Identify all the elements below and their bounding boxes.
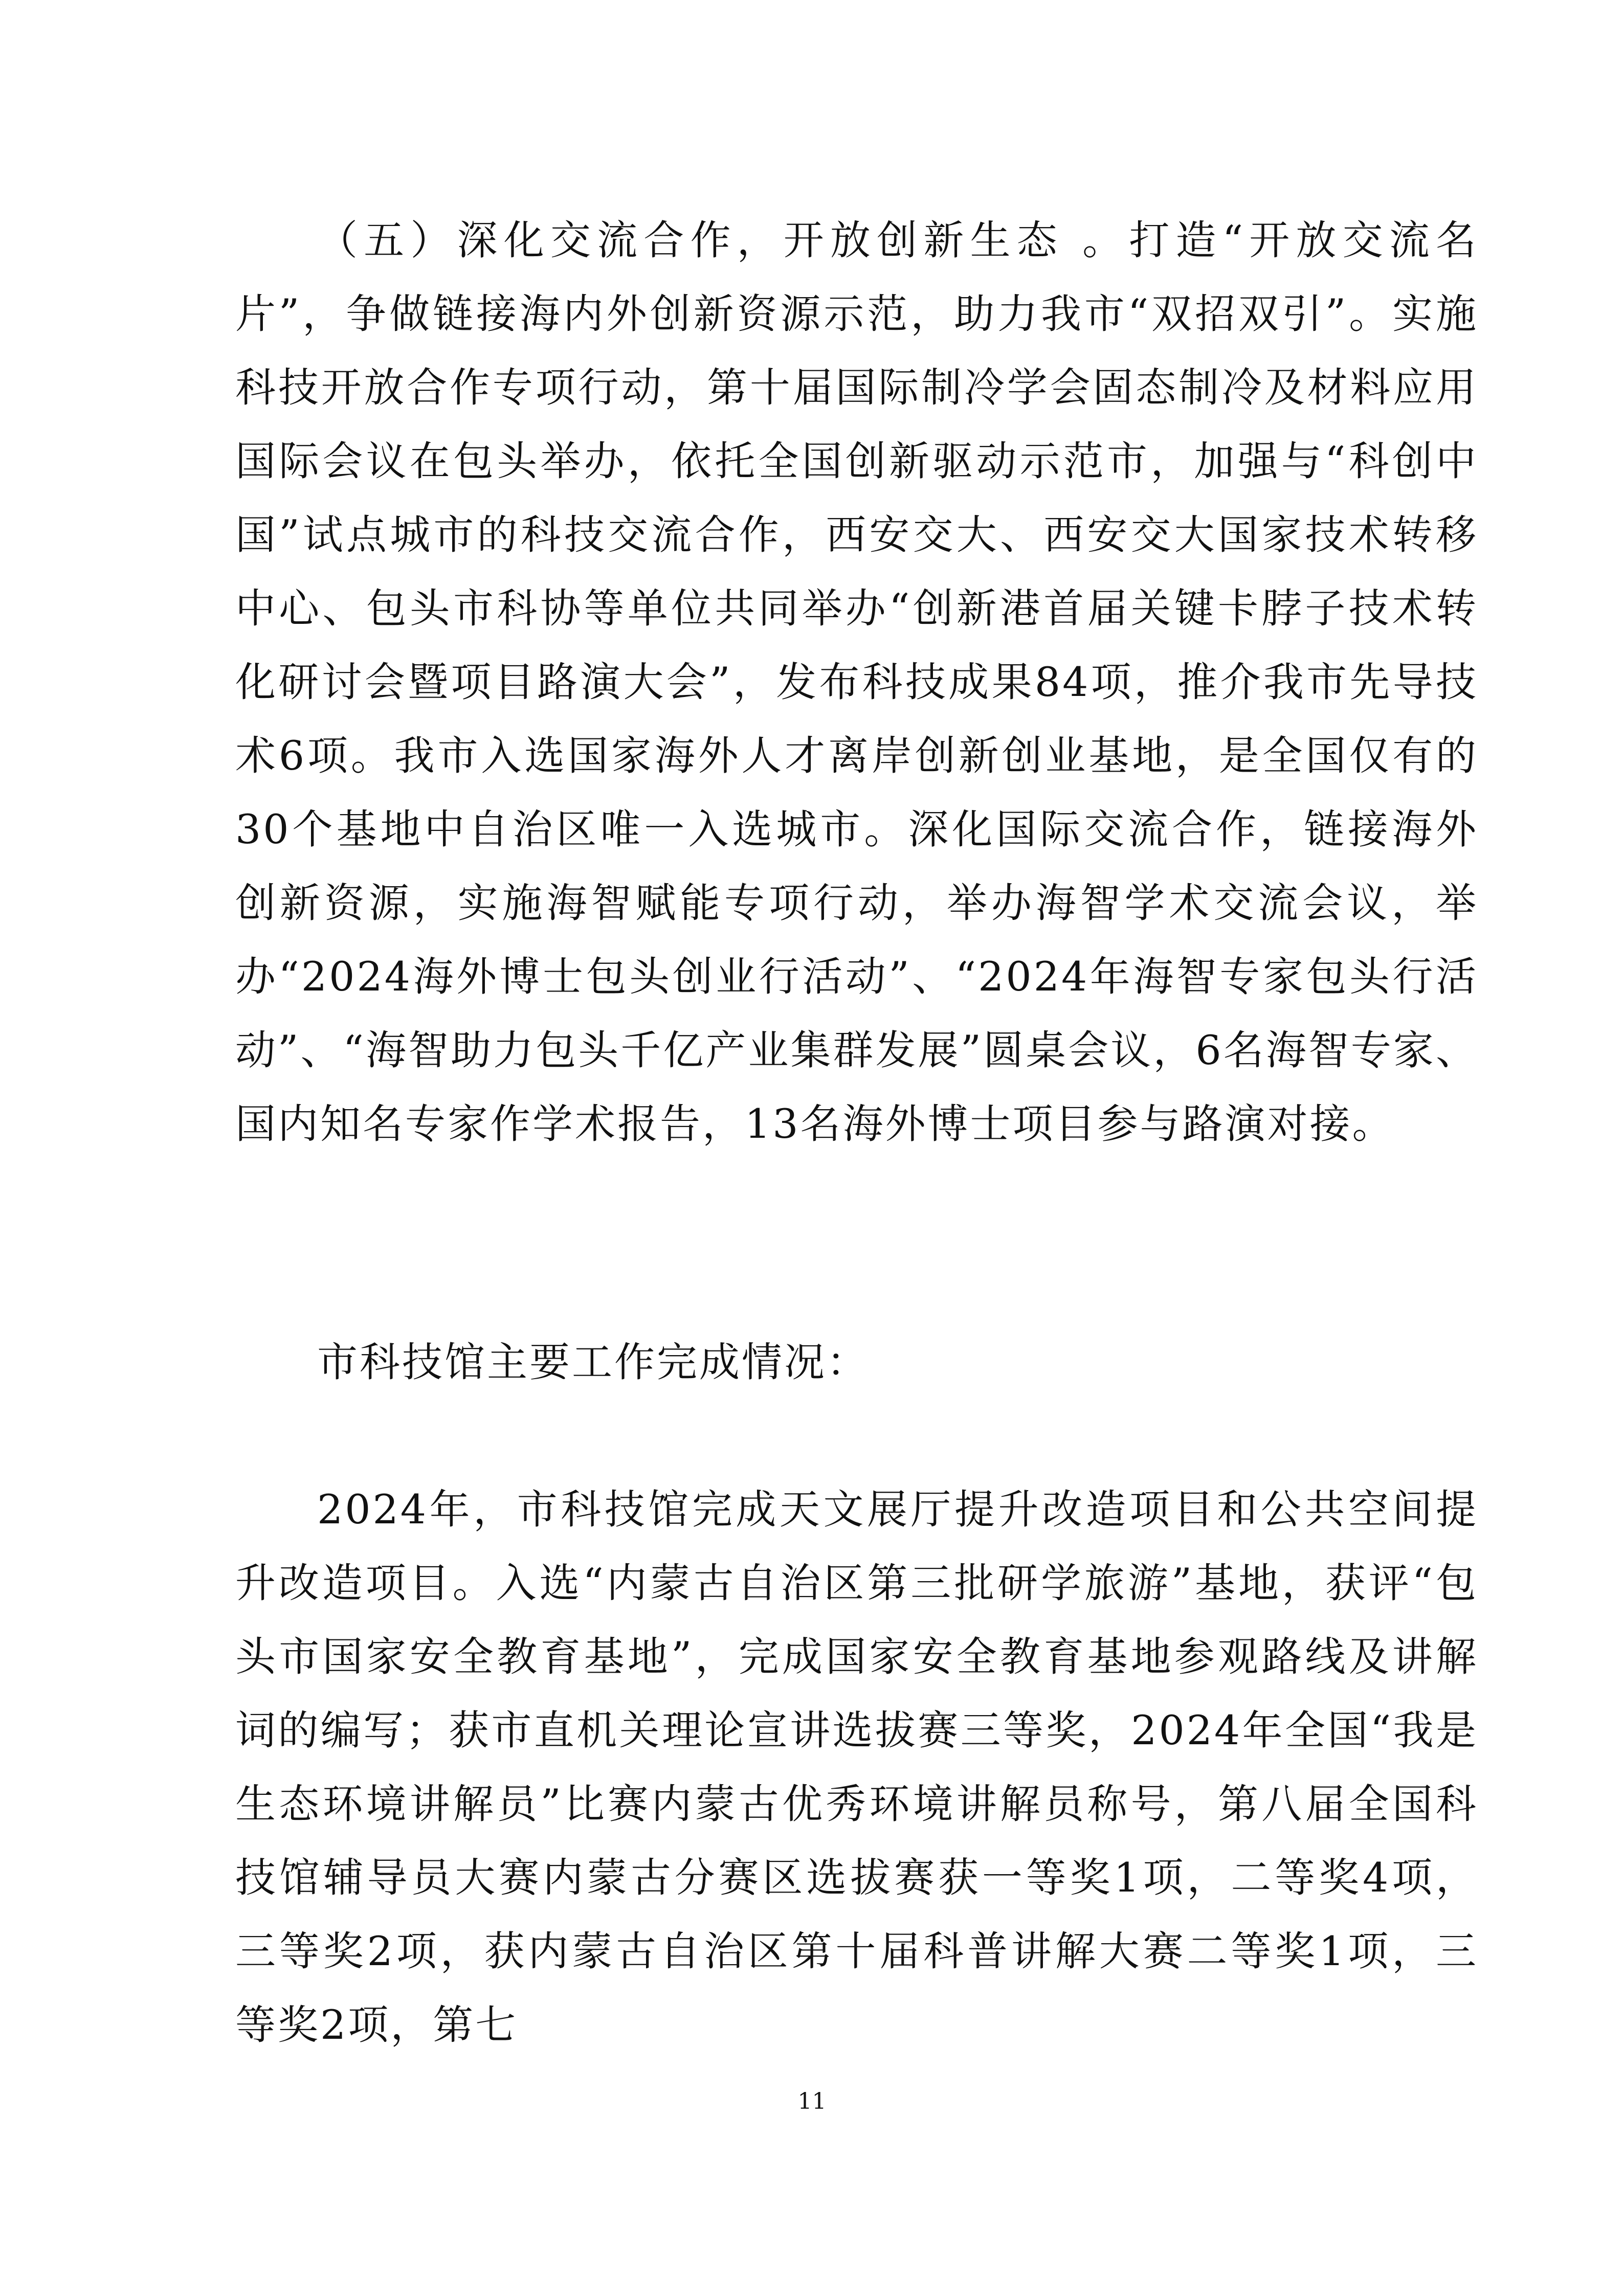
body-paragraph-science-museum-work: 2024年，市科技馆完成天文展厅提升改造项目和公共空间提升改造项目。入选“内蒙古自治区第三批研学旅游”基地，获评“包头市国家安全教育基地”，完成国家安全教育基地参观路线及讲解词的编写；获市直机关理论宣讲选拔赛三等奖，2024年全国“我是生态环境讲解员”比赛内蒙古优秀环境讲解员称号，第八届全国科技馆辅导员大赛内蒙古分赛区选拔赛获一等奖1项，二等奖4项，三等奖2项，获内蒙古自治区第十届科普讲解大赛二等奖1项，三等奖2项，第七: [235, 1486, 1478, 2049]
body-paragraph-exchange-cooperation: （五）深化交流合作，开放创新生态 。打造“开放交流名片”，争做链接海内外创新资源示范，助力我市“双招双引”。实施科技开放合作专项行动，第十届国际制冷学会固态制冷及材料应用国际会议在包头举办，依托全国创新驱动示范市，加强与“科创中国”试点城市的科技交流合作，西安交大、西安交大国家技术转移中心、包头市科协等单位共同举办“创新港首届关键卡脖子技术转化研讨会暨项目路演大会”，发布科技成果84项，推介我市先导技术6项。我市入选国家海外人才离岸创新创业基地，是全国仅有的30个基地中自治区唯一入选城市。深化国际交流合作，链接海外创新资源，实施海智赋能专项行动，举办海智学术交流会议，举办“2024海外博士包头创业行活动”、“2024年海智专家包头行活动”、“海智助力包头千亿产业集群发展”圆桌会议，6名海智专家、国内知名专家作学术报告，13名海外博士项目参与路演对接。: [235, 217, 1478, 1147]
page-number: 11: [797, 2088, 827, 2114]
section-heading-science-museum: 市科技馆主要工作完成情况：: [317, 1339, 869, 1386]
